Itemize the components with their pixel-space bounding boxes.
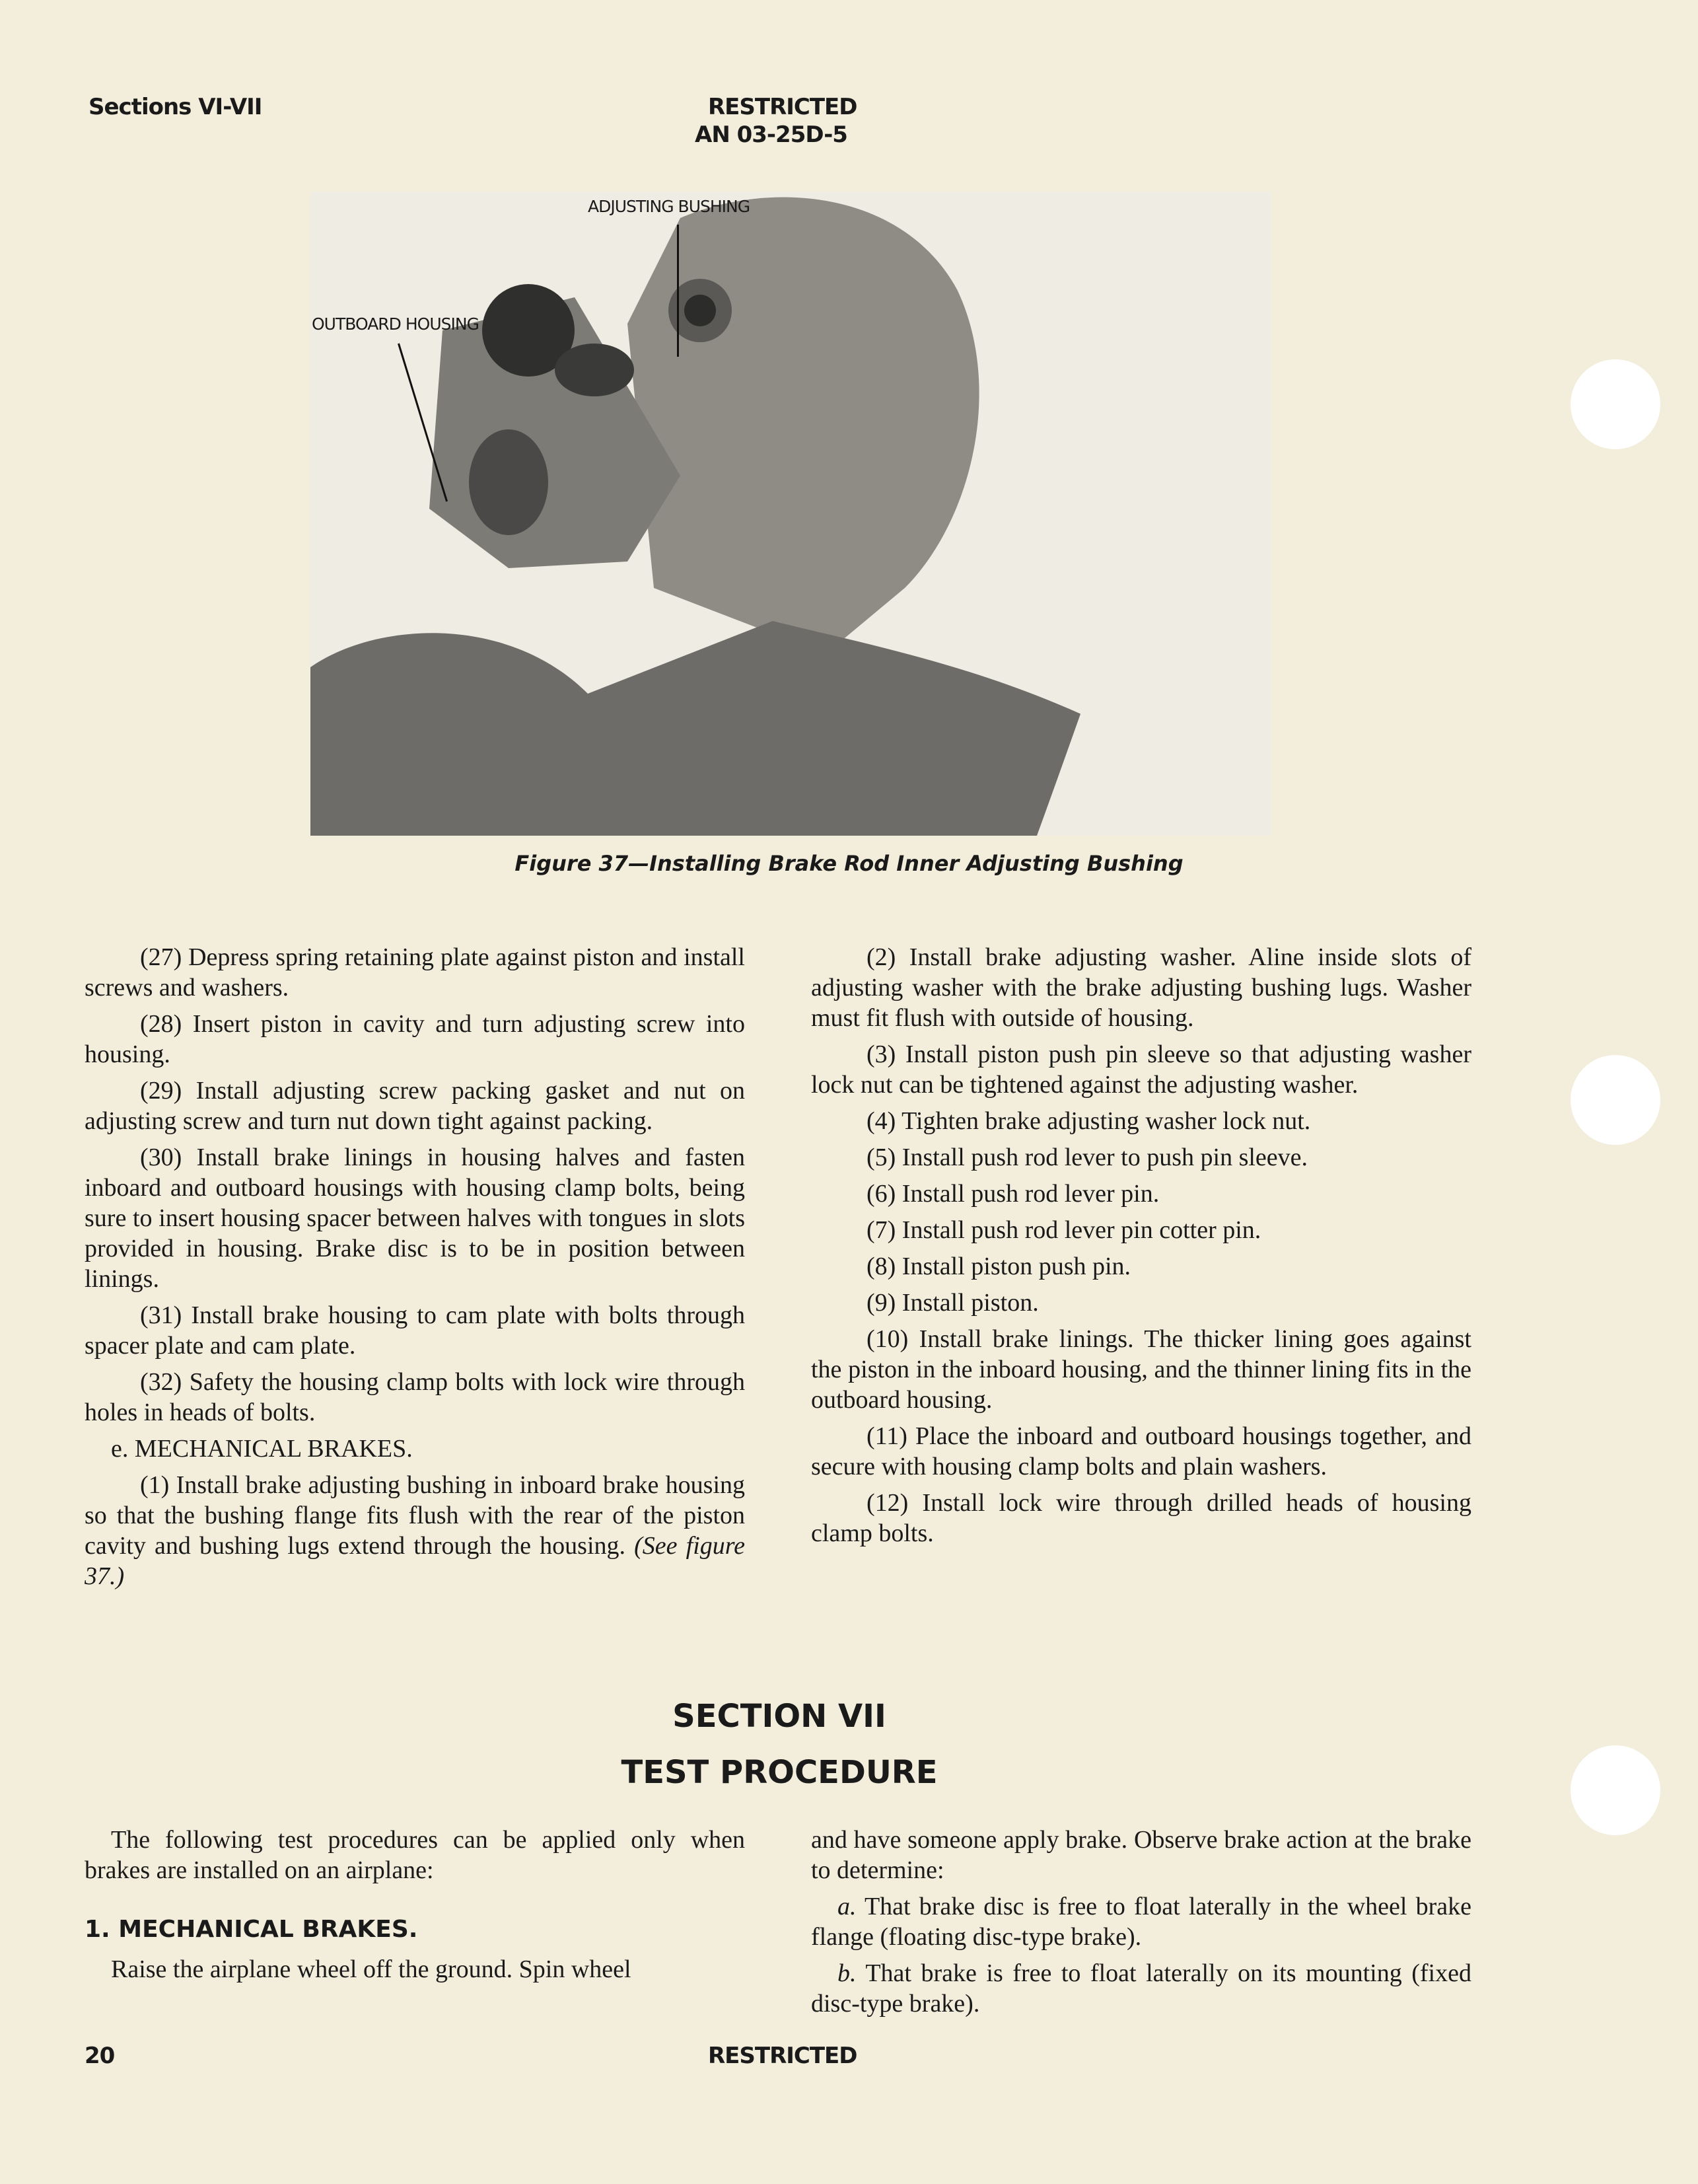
punch-hole — [1571, 359, 1660, 449]
step-8: (8) Install piston push pin. — [867, 1253, 1131, 1280]
figure-reference: (See figure 37.) — [85, 1532, 746, 1590]
step-28: (28) Insert piston in cavity and turn adjusting screw into housing. — [85, 1010, 745, 1068]
subsection-mechanical-brakes: e. MECHANICAL BRAKES. — [111, 1435, 413, 1463]
classification-header: RESTRICTED — [708, 94, 857, 120]
step-1-text: (1) Install brake adjusting bushing in inboard brake housing so that the bushing flange fits flush with the rear of the piston cavity and bushing lugs extend through the housing. — [85, 1471, 745, 1560]
label-adjusting-bushing: ADJUSTING BUSHING — [588, 197, 750, 216]
step-10: (10) Install brake linings. The thicker lining goes against the piston in the inboard housing, and the thinner lining fits in the outboard housing. — [811, 1325, 1471, 1414]
step-3: (3) Install piston push pin sleeve so that adjusting washer lock nut can be tightened against the adjusting washer. — [811, 1040, 1471, 1099]
step-27: (27) Depress spring retaining plate against piston and install screws and washers. — [85, 943, 745, 1001]
step-30: (30) Install brake linings in housing halves and fasten inboard and outboard housings with housing clamp bolts, being sure to insert housing spacer between halves with tongues in slots provided in housing. Brake disc is to be in position between linings. — [85, 1144, 745, 1293]
check-b-text: That brake is free to float laterally on its mounting (fixed disc-type brake). — [811, 1959, 1471, 2018]
intro-paragraph: The following test procedures can be applied only when brakes are installed on an airplane: — [85, 1826, 745, 1884]
step-2: (2) Install brake adjusting washer. Aline inside slots of adjusting washer with the brake adjusting bushing lugs. Washer must fit flush with outside of housing. — [811, 943, 1471, 1032]
check-b — [811, 1958, 1471, 2019]
label-outboard-housing: OUTBOARD HOUSING — [312, 314, 479, 334]
punch-hole — [1571, 1745, 1660, 1835]
upper-right-column — [811, 942, 1471, 1554]
section-header: Sections VI-VII — [88, 94, 262, 120]
step-12: (12) Install lock wire through drilled heads of housing clamp bolts. — [811, 1489, 1471, 1547]
page-number: 20 — [85, 2043, 115, 2069]
step-32: (32) Safety the housing clamp bolts with lock wire through holes in heads of bolts. — [85, 1368, 745, 1426]
check-a — [811, 1891, 1471, 1952]
doc-number: AN 03-25D-5 — [695, 122, 847, 148]
step-29: (29) Install adjusting screw packing gasket and nut on adjusting screw and turn nut down tight against packing. — [85, 1077, 745, 1135]
classification-footer: RESTRICTED — [708, 2043, 857, 2069]
figure-caption: Figure 37—Installing Brake Rod Inner Adjusting Bushing — [514, 851, 1184, 876]
check-a-text: That brake disc is free to float laterally in the wheel brake flange (floating disc-type brake). — [811, 1893, 1471, 1951]
section-title: TEST PROCEDURE — [621, 1754, 938, 1791]
lower-left-column — [85, 1825, 745, 1990]
upper-left-column — [85, 942, 745, 1597]
leader-line-bushing — [677, 225, 679, 357]
continued-paragraph: and have someone apply brake. Observe brake action at the brake to determine: — [811, 1826, 1471, 1884]
step-9: (9) Install piston. — [867, 1289, 1039, 1317]
step-4: (4) Tighten brake adjusting washer lock nut. — [867, 1107, 1311, 1135]
step-31: (31) Install brake housing to cam plate with bolts through spacer plate and cam plate. — [85, 1301, 745, 1360]
lower-right-column — [811, 1825, 1471, 2025]
step-6: (6) Install push rod lever pin. — [867, 1180, 1160, 1208]
punch-hole — [1571, 1055, 1660, 1145]
brake-housing-photo — [310, 192, 1271, 836]
step-5: (5) Install push rod lever to push pin sleeve. — [867, 1144, 1308, 1171]
check-b-label: b. — [837, 1959, 857, 1987]
step-1 — [85, 1470, 745, 1591]
check-a-label: a. — [837, 1893, 857, 1920]
step-11: (11) Place the inboard and outboard housings together, and secure with housing clamp bolts and plain washers. — [811, 1422, 1471, 1480]
figure-photo — [310, 192, 1271, 836]
mechanical-brakes-heading: 1. MECHANICAL BRAKES. — [85, 1916, 418, 1943]
step-7: (7) Install push rod lever pin cotter pin. — [867, 1216, 1261, 1244]
mechanical-brakes-paragraph: Raise the airplane wheel off the ground. Spin wheel — [111, 1955, 631, 1983]
section-number: SECTION VII — [672, 1698, 886, 1735]
